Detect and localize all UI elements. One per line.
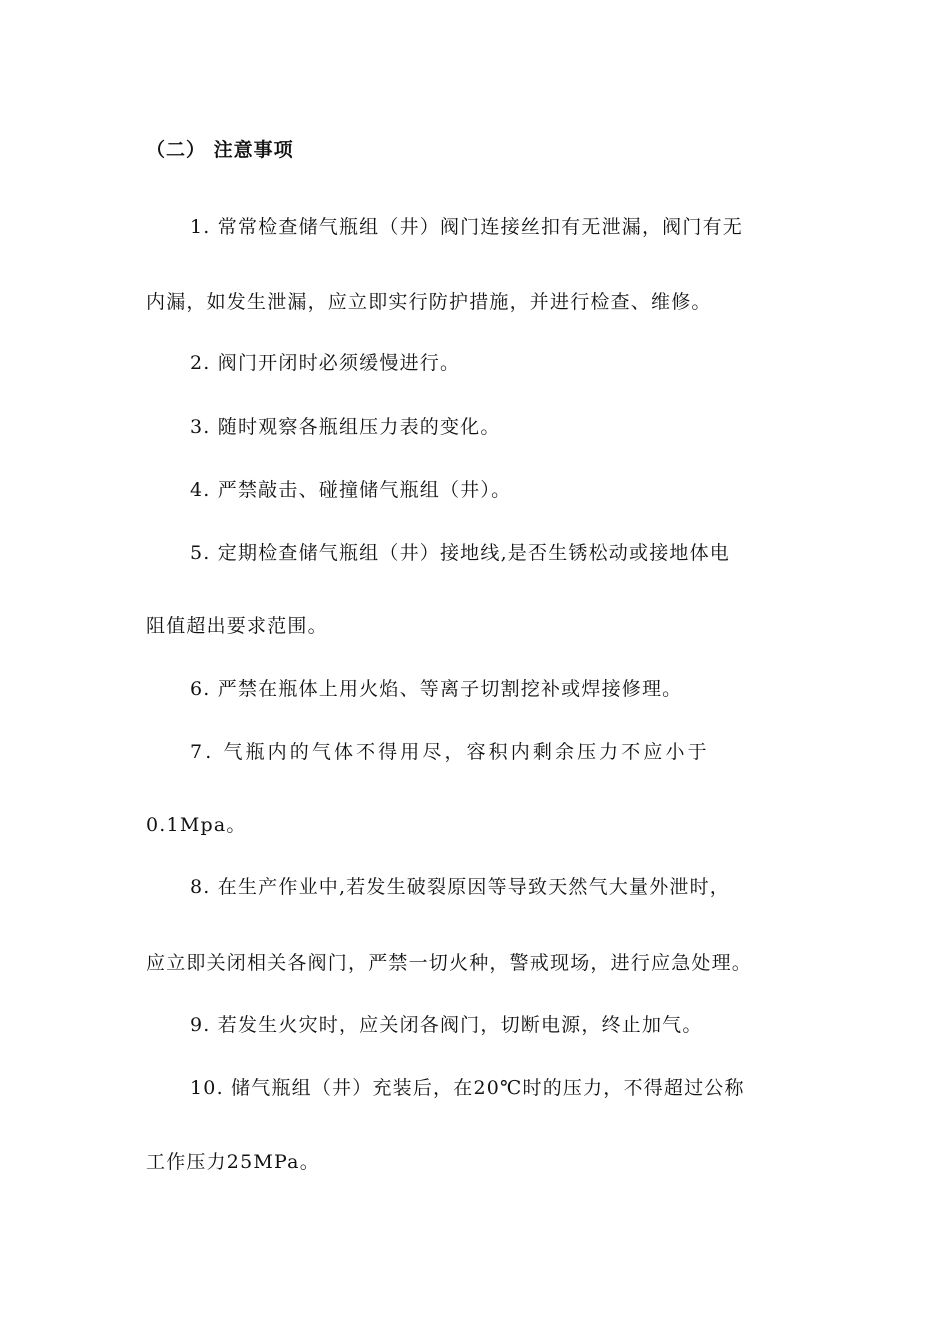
text-line-item-8: 8. 在生产作业中,若发生破裂原因等导致天然气大量外泄时， xyxy=(190,876,731,898)
text-line-item-4: 4. 严禁敲击、碰撞储气瓶组（井）。 xyxy=(190,479,512,501)
text-line-item-5-cont: 阻值超出要求范围。 xyxy=(146,615,328,637)
text-line-item-10-cont: 工作压力25MPa。 xyxy=(146,1151,320,1173)
text-line-item-10: 10. 储气瓶组（井）充装后，在20℃时的压力，不得超过公称 xyxy=(190,1077,745,1099)
section-heading: （二） 注意事项 xyxy=(146,139,294,161)
text-line-item-1: 1. 常常检查储气瓶组（井）阀门连接丝扣有无泄漏，阀门有无 xyxy=(190,216,743,238)
text-line-item-5: 5. 定期检查储气瓶组（井）接地线,是否生锈松动或接地体电 xyxy=(190,542,731,564)
text-line-item-7-cont: 0.1Mpa。 xyxy=(146,814,247,836)
text-line-item-9: 9. 若发生火灾时，应关闭各阀门，切断电源，终止加气。 xyxy=(190,1014,703,1036)
text-line-item-7: 7. 气瓶内的气体不得用尽，容积内剩余压力不应小于 xyxy=(190,741,710,763)
text-line-item-1-cont: 内漏，如发生泄漏，应立即实行防护措施，并进行检查、维修。 xyxy=(146,291,712,313)
text-line-item-6: 6. 严禁在瓶体上用火焰、等离子切割挖补或焊接修理。 xyxy=(190,678,683,700)
text-line-item-3: 3. 随时观察各瓶组压力表的变化。 xyxy=(190,416,501,438)
text-line-item-8-cont: 应立即关闭相关各阀门，严禁一切火种，警戒现场，进行应急处理。 xyxy=(146,952,753,974)
text-line-item-2: 2. 阀门开闭时必须缓慢进行。 xyxy=(190,352,461,374)
